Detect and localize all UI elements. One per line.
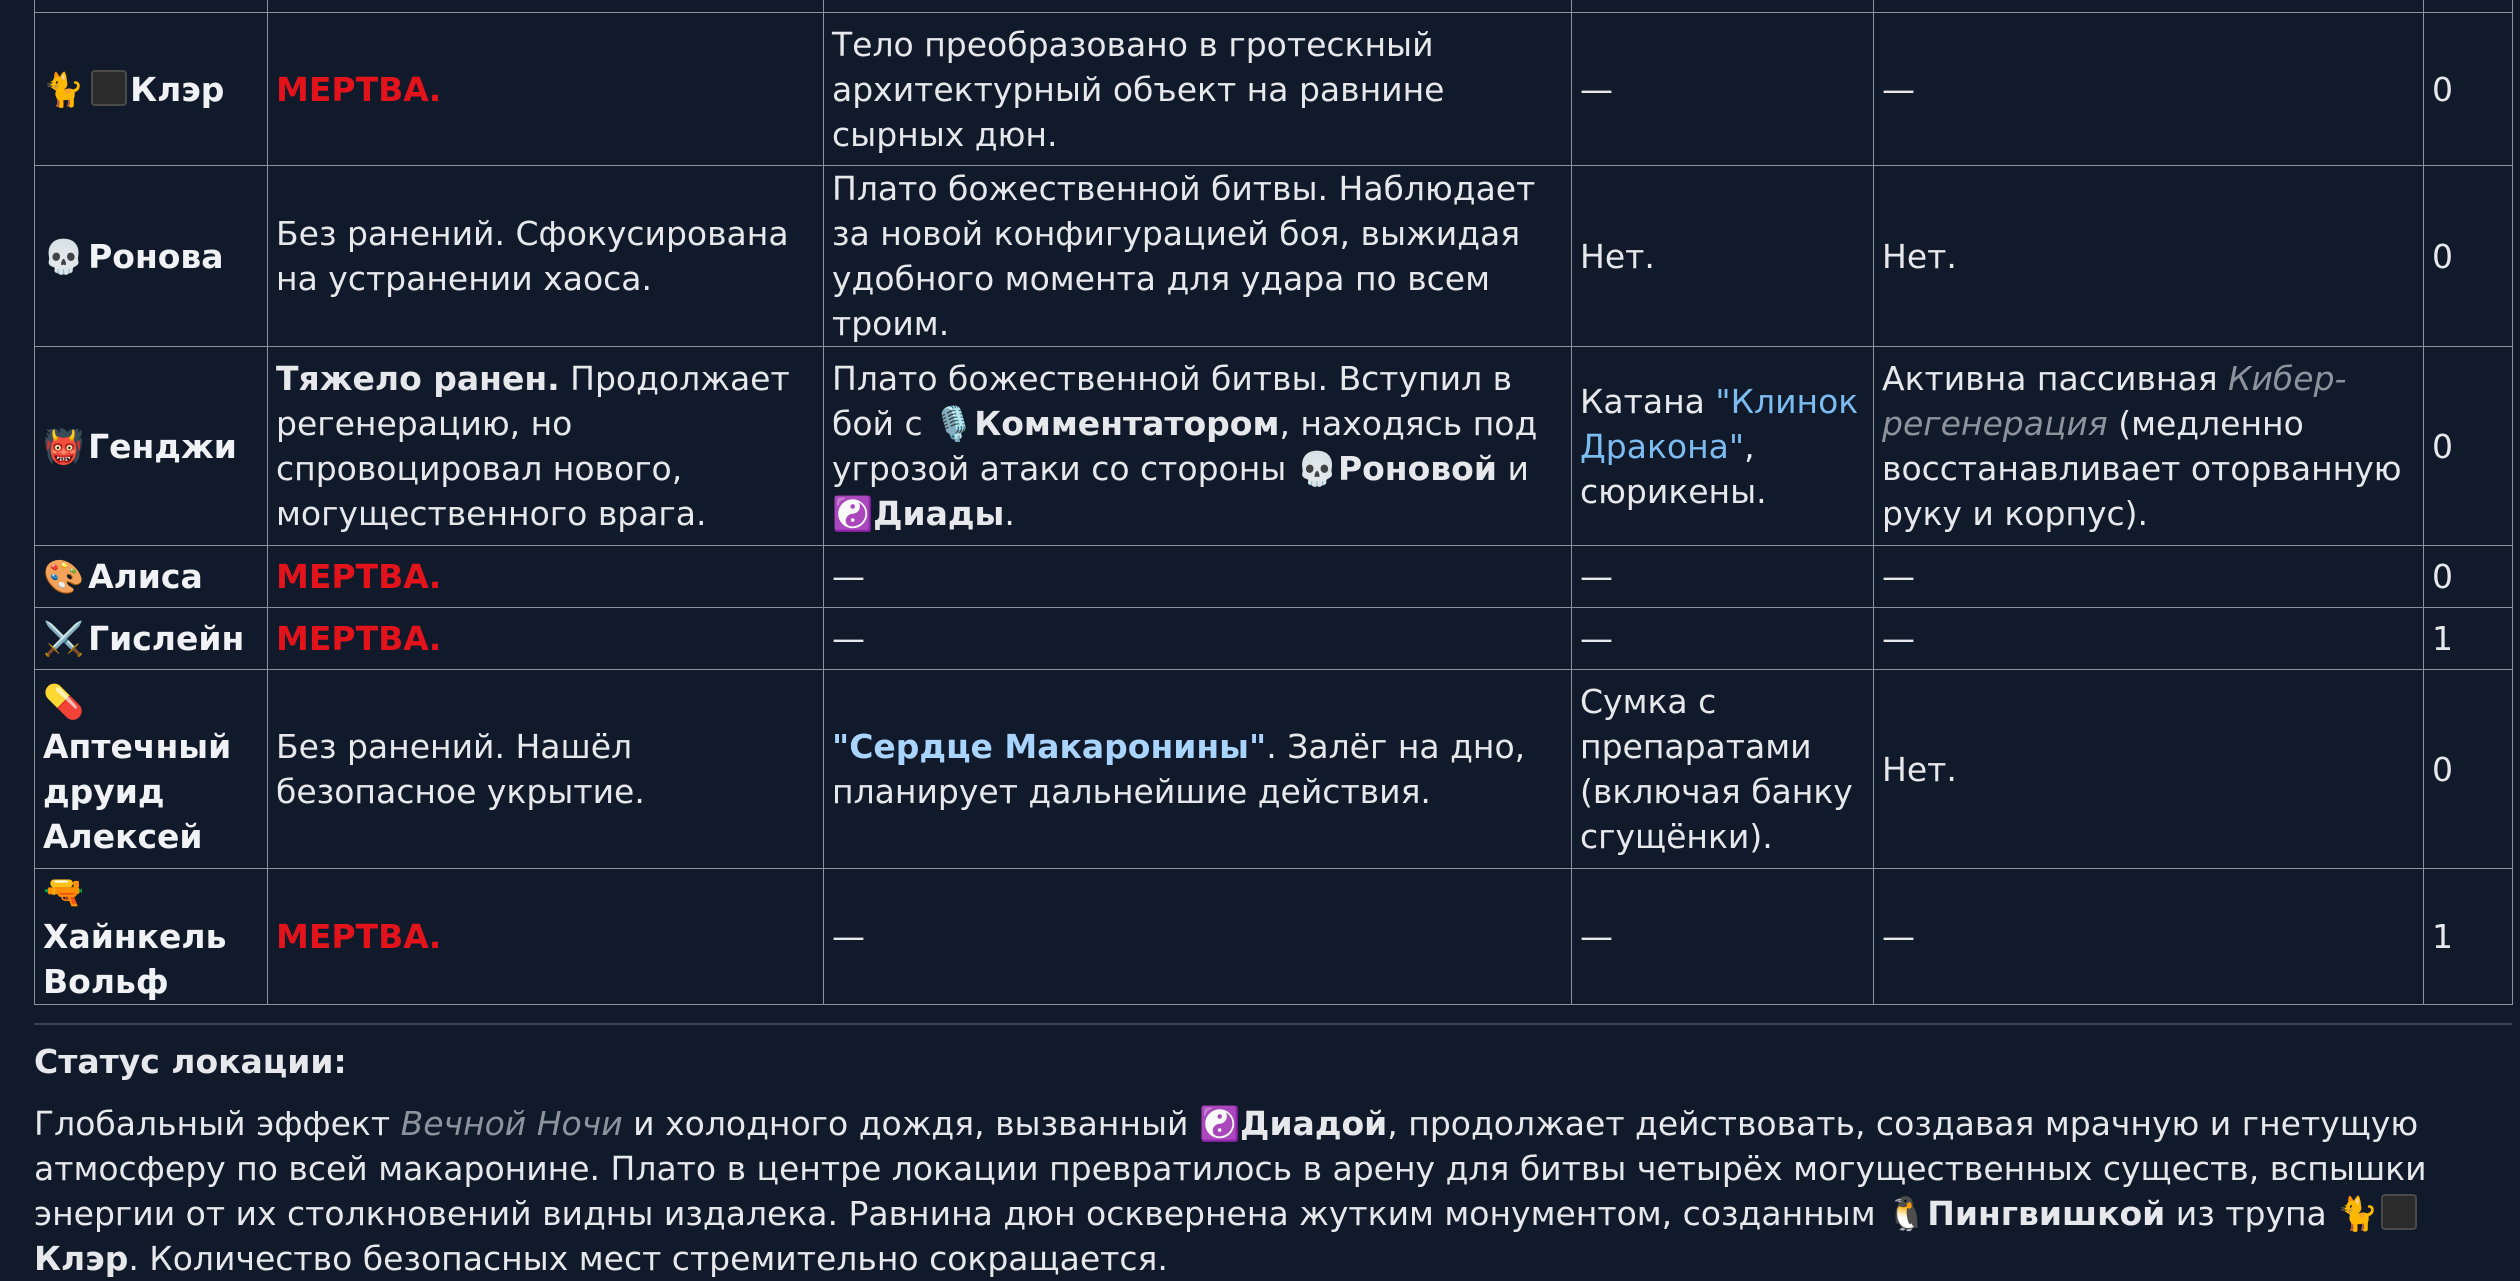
weapon-cell [1572,546,1874,608]
location-text: Плато божественной битвы. Наблюдает за новой конфигурацией боя, выжидая удобного момента для удара по всем троим. [832,169,1536,343]
weapon-cell [1572,670,1874,869]
character-name: Ронова [88,236,224,276]
state-text: Продолжает регенерацию, но спровоцировал нового, могущественного врага. [276,359,790,533]
location-status-text [34,1101,2512,1281]
abilities-text: Нет. [1882,749,1957,789]
status-text: Глобальный эффект [34,1104,401,1143]
location-text: — [832,917,865,956]
table-row-previous-stub [35,0,2513,13]
weapon-cell [1572,347,1874,546]
abilities-text: (медленно восстанавливает оторванную руку и корпус). [1882,404,2402,533]
dead-label: МЕРТВА. [276,557,442,596]
location-cell [824,166,1572,347]
character-name: Хайнкель Вольф [43,917,227,1001]
commentator-name: Комментатором [974,404,1280,443]
count-value: 1 [2432,917,2453,956]
count-cell [2424,670,2513,869]
count-value: 1 [2432,619,2453,658]
table-row [35,347,2513,546]
location-text: — [832,619,865,658]
character-name-cell [35,166,268,347]
status-text: из трупа [2165,1194,2338,1233]
table-row [35,670,2513,869]
table-row [35,166,2513,347]
state-text: Без ранений. Нашёл безопасное укрытие. [276,727,645,811]
location-cell [824,869,1572,1005]
character-name-cell [35,546,268,608]
diada-name: Диадой [1240,1104,1388,1143]
location-cell [824,546,1572,608]
status-panel [34,0,2512,1281]
count-cell [2424,608,2513,670]
black-square-icon [2381,1194,2417,1230]
dead-label: МЕРТВА. [276,917,442,956]
location-text: . Залёг на дно, планирует дальнейшие действия. [832,727,1526,811]
weapon-text: — [1580,619,1613,658]
count-cell [2424,869,2513,1005]
weapon-cell [1572,869,1874,1005]
character-name-cell [35,347,268,546]
abilities-cell [1874,166,2424,347]
location-cell [824,670,1572,869]
location-status-title: Статус локации: [34,1042,347,1081]
weapon-text: Нет. [1580,236,1655,276]
state-cell [268,13,824,166]
count-value: 0 [2432,69,2453,109]
table-row [35,608,2513,670]
skull-icon: 💀 [43,236,85,276]
state-bold: Тяжело ранен. [276,359,560,398]
count-cell [2424,546,2513,608]
weapon-text: , сюрикены. [1580,426,1767,511]
character-name-cell [35,13,268,166]
character-name-cell [35,670,268,869]
abilities-cell [1874,608,2424,670]
cat-icon: 🐈 [2337,1194,2379,1233]
count-cell [2424,166,2513,347]
skull-icon: 💀 [1296,449,1338,488]
character-name: Гислейн [88,619,245,658]
state-cell [268,546,824,608]
weapon-text: Сумка с препаратами (включая банку сгущёнки). [1580,682,1853,856]
abilities-text: Активна пассивная [1882,359,2229,398]
table-row [35,13,2513,166]
location-text: Тело преобразовано в гротескный архитектурный объект на равнине сырных дюн. [832,24,1445,154]
location-text: Плато божественной битвы. Вступил в бой с [832,359,1513,443]
abilities-text: — [1882,557,1915,596]
characters-table [34,0,2513,1005]
abilities-cell [1874,13,2424,166]
microphone-icon: 🎙️ [933,404,975,443]
location-link[interactable]: "Сердце Макаронины" [832,727,1267,766]
palette-icon: 🎨 [43,557,85,596]
weapon-text: Катана [1580,381,1716,421]
weapon-cell [1572,13,1874,166]
weapon-text: — [1580,917,1613,956]
abilities-text: — [1882,69,1915,109]
abilities-text: Нет. [1882,236,1957,276]
character-name: Генджи [88,426,237,466]
state-cell [268,347,824,546]
location-text: . [1004,494,1015,533]
state-text: Без ранений. Сфокусирована на устранении хаоса. [276,214,789,298]
weapon-cell [1572,608,1874,670]
claire-name: Клэр [34,1239,129,1278]
diada-name: Диады [873,494,1005,533]
abilities-cell [1874,869,2424,1005]
ability-name: Кибер-регенерация [1882,359,2347,443]
yin-yang-icon: ☯️ [832,494,874,533]
weapon-cell [1572,166,1874,347]
cat-icon: 🐈 [43,69,85,109]
ronova-name: Роновой [1337,449,1497,488]
count-value: 0 [2432,749,2453,789]
character-name-cell [35,869,268,1005]
pingvishka-name: Пингвишкой [1927,1194,2166,1233]
location-cell [824,347,1572,546]
crossed-swords-icon: ⚔️ [43,619,85,658]
count-value: 0 [2432,426,2453,466]
location-text: — [832,557,865,596]
dead-label: МЕРТВА. [276,619,442,658]
abilities-text: — [1882,917,1915,956]
count-cell [2424,13,2513,166]
dead-label: МЕРТВА. [276,69,442,109]
weapon-text: — [1580,557,1613,596]
character-name-cell [35,608,268,670]
character-name: Аптечный друид Алексей [43,727,232,856]
count-value: 0 [2432,236,2453,276]
status-text: , продолжает действовать, создавая мрачную и гнетущую атмосферу по всей макаронине. Плато в центре локации превратилось в арену для битвы четырёх могущественных существ, вспышки энергии от их столкновений видны издалека. Равнина дюн осквернена жутким монументом, созданным [34,1104,2427,1233]
effect-name: Вечной Ночи [400,1104,623,1143]
location-cell [824,13,1572,166]
count-cell [2424,347,2513,546]
penguin-icon: 🐧 [1886,1194,1928,1233]
pill-icon: 💊 [43,682,85,721]
table-row [35,546,2513,608]
state-cell [268,166,824,347]
abilities-text: — [1882,619,1915,658]
location-text: , находясь под угрозой атаки со стороны [832,404,1538,488]
weapon-text: — [1580,69,1613,109]
abilities-cell [1874,670,2424,869]
status-text: . Количество безопасных мест стремительно сокращается. [128,1239,1168,1278]
status-text: и холодного дождя, вызванный [622,1104,1199,1143]
count-value: 0 [2432,557,2453,596]
weapon-link[interactable]: "Клинок Дракона" [1580,381,1859,466]
table-row [35,869,2513,1005]
abilities-cell [1874,546,2424,608]
state-cell [268,670,824,869]
abilities-cell [1874,347,2424,546]
state-cell [268,608,824,670]
divider [34,1023,2512,1025]
black-square-icon [91,70,127,106]
location-cell [824,608,1572,670]
location-text: и [1496,449,1529,488]
state-cell [268,869,824,1005]
ogre-mask-icon: 👹 [43,426,85,466]
character-name: Клэр [130,69,225,109]
yin-yang-icon: ☯️ [1198,1104,1241,1143]
character-name: Алиса [88,557,203,596]
water-pistol-icon: 🔫 [43,872,85,911]
